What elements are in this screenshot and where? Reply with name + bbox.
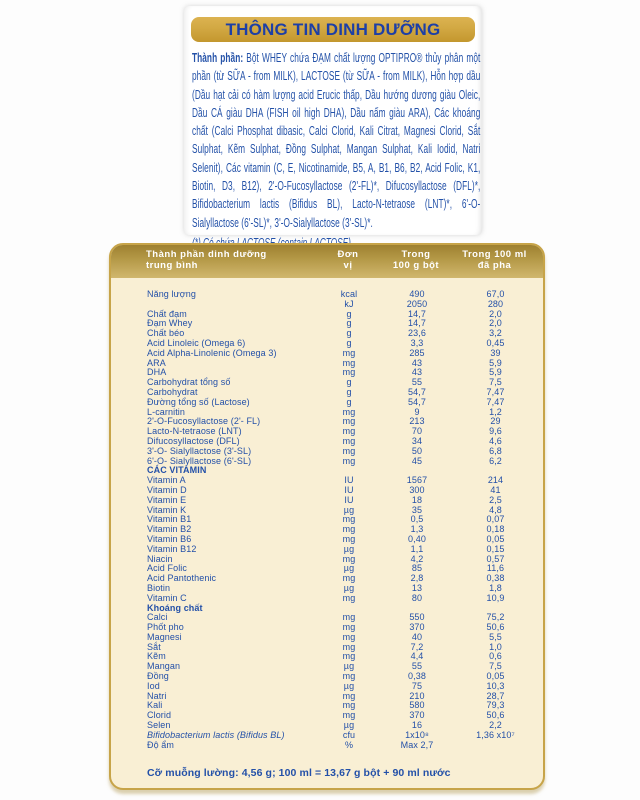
table-row <box>111 643 543 653</box>
cell-unit: mg <box>342 435 356 446</box>
cell-ml: 5,5 <box>489 631 502 642</box>
cell-unit: mg <box>342 455 356 466</box>
cell-name: Carbohydrat tổng số <box>147 377 231 388</box>
cell-unit: IU <box>344 475 354 486</box>
cell-unit: µg <box>343 543 355 554</box>
cell-name: Kali <box>147 700 163 711</box>
cell-g: 550 <box>409 612 425 623</box>
cell-name: Kẽm <box>147 651 166 662</box>
cell-ml: 6,2 <box>489 455 502 466</box>
cell-ml: 5,9 <box>489 357 502 368</box>
cell-unit: g <box>346 318 352 329</box>
table-row <box>111 574 543 584</box>
cell-g: 13 <box>411 582 423 593</box>
cell-g: 1,3 <box>410 524 424 535</box>
table-row <box>111 711 543 721</box>
table-row <box>111 672 543 682</box>
cell-name: Vitamin B12 <box>147 543 197 554</box>
cell-name: Chất béo <box>147 328 185 339</box>
cell-name: DHA <box>147 367 167 378</box>
cell-g: 370 <box>409 622 425 633</box>
cell-g: 210 <box>409 690 425 701</box>
cell-ml: 39 <box>490 347 501 358</box>
cell-name: Vitamin B1 <box>147 514 192 525</box>
cell-unit: g <box>346 308 352 319</box>
cell-ml: 10,3 <box>486 680 505 691</box>
cell-g: 1x10⁸ <box>405 729 429 740</box>
cell-g: 85 <box>411 563 423 574</box>
cell-g: Max 2,7 <box>400 739 434 750</box>
cell-name: Vitamin B6 <box>147 533 192 544</box>
cell-ml: 0,15 <box>486 543 505 554</box>
cell-unit: kJ <box>344 298 354 309</box>
cell-unit: mg <box>342 622 356 633</box>
cell-name: Sắt <box>147 641 161 652</box>
cell-unit: mg <box>342 445 356 456</box>
cell-name: Iod <box>147 680 160 691</box>
cell-unit: mg <box>342 524 356 535</box>
cell-ml: 1,2 <box>489 406 502 417</box>
cell-name: Vitamin E <box>147 494 187 505</box>
cell-g: 54,7 <box>408 386 426 397</box>
cell-unit: mg <box>342 553 356 564</box>
cell-ml: 1,36 x10⁷ <box>476 729 515 740</box>
table-row <box>111 545 543 555</box>
cell-g: 35 <box>411 504 423 515</box>
cell-ml: 2,0 <box>489 308 502 319</box>
ingredients-panel <box>184 6 482 235</box>
cell-g: 43 <box>411 357 423 368</box>
cell-unit: mg <box>342 347 356 358</box>
cell-ml: 10,9 <box>486 592 505 603</box>
cell-unit: mg <box>342 710 356 721</box>
cell-unit: g <box>346 396 352 407</box>
cell-unit: mg <box>342 641 356 652</box>
cell-name: L-carnitin <box>147 406 186 417</box>
cell-g: 0,38 <box>408 671 426 682</box>
cell-name: Lacto-N-tetraose (LNT) <box>147 426 242 437</box>
cell-g: 1,1 <box>410 543 424 554</box>
nutrition-info-banner <box>191 17 475 42</box>
cell-g: 580 <box>409 700 425 711</box>
cell-ml: 0,05 <box>486 533 505 544</box>
cell-name: Carbohydrat <box>147 386 198 397</box>
cell-ml: 7,47 <box>486 396 505 407</box>
cell-g: 14,7 <box>408 318 426 329</box>
cell-ml: 11,6 <box>486 563 505 574</box>
cell-g: 55 <box>411 661 423 672</box>
cell-unit: mg <box>342 690 356 701</box>
banner-title: THÔNG TIN DINH DƯỠNG <box>225 20 441 39</box>
col-header-nutrient: Thành phần dinh dưỡng trung bình <box>146 249 267 271</box>
cell-name: Clorid <box>147 710 172 721</box>
cell-unit: cfu <box>342 729 356 740</box>
cell-g: 70 <box>411 426 423 437</box>
col-header-unit: Đơn vị <box>337 249 359 271</box>
cell-name: Đạm Whey <box>147 318 193 329</box>
cell-unit: IU <box>344 494 354 505</box>
cell-ml: 6,8 <box>489 445 502 456</box>
cell-ml: 0,18 <box>486 524 505 535</box>
cell-name: Đường tổng số (Lactose) <box>147 396 250 407</box>
cell-name: Biotin <box>147 582 171 593</box>
table-row <box>111 701 543 711</box>
cell-unit: % <box>344 739 354 750</box>
cell-unit: µg <box>343 661 355 672</box>
table-row <box>111 682 543 692</box>
cell-unit: µg <box>343 680 355 691</box>
cell-g: 18 <box>411 494 423 505</box>
cell-ml: 2,5 <box>489 494 502 505</box>
cell-name: Acid Pantothenic <box>147 573 217 584</box>
cell-g: 370 <box>409 710 425 721</box>
cell-g: 213 <box>409 416 425 427</box>
cell-unit: µg <box>343 563 355 574</box>
cell-ml: 50,6 <box>486 710 505 721</box>
table-row <box>111 349 543 359</box>
cell-ml: 7,5 <box>489 377 502 388</box>
cell-unit: mg <box>342 533 356 544</box>
cell-name: Bifidobacterium lactis (Bifidus BL) <box>147 729 285 740</box>
cell-ml: 0,6 <box>489 651 502 662</box>
cell-name: 6'-O- Sialyllactose (6'-SL) <box>147 455 252 466</box>
cell-g: 300 <box>409 484 425 495</box>
cell-g: 3,3 <box>410 337 424 348</box>
cell-g: 9 <box>414 406 420 417</box>
scoop-size-note: Cỡ muỗng lường: 4,56 g; 100 ml = 13,67 g bột + 90 ml nước <box>147 767 451 779</box>
cell-name: Đồng <box>147 671 169 682</box>
table-row <box>111 731 543 741</box>
cell-ml: 28,7 <box>486 690 505 701</box>
cell-g: 4,4 <box>410 651 424 662</box>
cell-ml: 0,07 <box>486 514 505 525</box>
cell-unit: µg <box>343 720 355 731</box>
cell-unit: mg <box>342 357 356 368</box>
cell-ml: 7,47 <box>486 386 505 397</box>
cell-ml: 41 <box>490 484 501 495</box>
cell-unit: kcal <box>340 289 358 299</box>
cell-ml: 9,6 <box>489 426 502 437</box>
col-header-per100g: Trong 100 g bột <box>392 249 440 271</box>
table-row <box>111 662 543 672</box>
table-row <box>111 359 543 369</box>
cell-unit: mg <box>342 573 356 584</box>
cell-unit: mg <box>342 367 356 378</box>
cell-ml: 67,0 <box>486 289 505 299</box>
cell-unit: mg <box>342 612 356 623</box>
cell-ml: 0,38 <box>486 573 505 584</box>
cell-ml: 79,3 <box>486 700 505 711</box>
cell-ml: 0,45 <box>486 337 505 348</box>
cell-name: Acid Folic <box>147 563 188 574</box>
cell-name: Vitamin D <box>147 484 187 495</box>
cell-name: Natri <box>147 690 167 701</box>
cell-name: Selen <box>147 720 171 731</box>
cell-g: 2050 <box>406 298 428 309</box>
cell-g: 40 <box>411 631 423 642</box>
cell-name: Năng lượng <box>147 289 196 299</box>
cell-g: 4,2 <box>410 553 424 564</box>
cell-g: 1567 <box>406 475 428 486</box>
cell-name: Acid Linoleic (Omega 6) <box>147 337 246 348</box>
table-row <box>111 692 543 702</box>
cell-unit: g <box>346 337 352 348</box>
cell-g: 45 <box>411 455 423 466</box>
cell-name: Calci <box>147 612 168 623</box>
cell-name: Vitamin K <box>147 504 187 515</box>
cell-unit: µg <box>343 582 355 593</box>
cell-ml: 2,2 <box>489 720 502 731</box>
table-section-row <box>111 604 543 614</box>
cell-ml: 4,6 <box>489 435 502 446</box>
cell-ml: 0,05 <box>486 671 505 682</box>
cell-name: Difucosyllactose (DFL) <box>147 435 240 446</box>
cell-g: 54,7 <box>408 396 426 407</box>
cell-g: 285 <box>409 347 425 358</box>
cell-unit: g <box>346 386 352 397</box>
cell-ml: 4,8 <box>489 504 502 515</box>
table-row <box>111 633 543 643</box>
cell-name: Vitamin A <box>147 475 186 486</box>
cell-g: 0,40 <box>408 533 426 544</box>
cell-unit: mg <box>342 671 356 682</box>
cell-unit: mg <box>342 514 356 525</box>
cell-unit: g <box>346 377 352 388</box>
cell-name: Acid Alpha-Linolenic (Omega 3) <box>147 347 277 358</box>
table-header <box>110 244 544 278</box>
cell-unit: mg <box>342 426 356 437</box>
cell-g: 34 <box>411 435 423 446</box>
cell-g: 16 <box>411 720 423 731</box>
cell-ml: 5,9 <box>489 367 502 378</box>
cell-unit: g <box>346 328 352 339</box>
cell-ml: 75,2 <box>486 612 505 623</box>
table-row <box>111 290 543 300</box>
cell-unit: mg <box>342 651 356 662</box>
cell-g: 23,6 <box>408 328 426 339</box>
cell-unit: mg <box>342 592 356 603</box>
cell-name: Niacin <box>147 553 173 564</box>
cell-ml <box>448 741 543 751</box>
cell-name: Magnesi <box>147 631 182 642</box>
cell-name: Độ ẩm <box>147 739 175 750</box>
cell-name: CÁC VITAMIN <box>147 465 207 476</box>
cell-unit: mg <box>342 700 356 711</box>
cell-unit: µg <box>343 504 355 515</box>
ingredients-label: Thành phần: <box>192 50 244 65</box>
cell-ml: 29 <box>490 416 501 427</box>
cell-ml: 7,5 <box>489 661 502 672</box>
cell-ml: 1,8 <box>489 582 502 593</box>
cell-g: 14,7 <box>408 308 426 319</box>
cell-unit: IU <box>344 484 354 495</box>
cell-unit: mg <box>342 416 356 427</box>
cell-name: 2'-O-Fucosyllactose (2'- FL) <box>147 416 261 427</box>
cell-g: 80 <box>411 592 423 603</box>
nutrition-table-panel <box>109 243 545 790</box>
col-header-per100ml: Trong 100 ml đã pha <box>462 249 527 271</box>
cell-ml: 214 <box>487 475 504 486</box>
cell-name: Chất đạm <box>147 308 187 319</box>
cell-name: Vitamin B2 <box>147 524 192 535</box>
ingredients-text: Bột WHEY chứa ĐẠM chất lượng OPTIPRO® thủy phân một phần (từ SỮA - from MILK), LACTOSE (từ SỮA - from MILK), Hỗn hợp dầu (Dầu hạt cải có hàm lượng acid Erucic thấp, Dầu hướng dương giàu Oleic, Dầu CÁ giàu DHA (FISH oil high DHA), Dầu nấm giàu ARA), Các khoáng chất (Calci Phosphat dibasic, Calci Clorid, Kali Citrat, Magnesi Clorid, Sắt Sulphat, Kẽm Sulphat, Đồng Sulphat, Mangan Sulphat, Kali Iodid, Natri Selenit), Các vitamin (C, E, Nicotinamide, B5, A, B1, B6, B2, Acid Folic, K1, Biotin, D3, B12), 2'-O-Fucosyllactose (2'-FL)*, Difucosyllactose (DFL)*, Bifidobacterium lactis (Bifidus BL), Lacto-N-tetraose (LNT)*, 6'-O- Sialyllactose (6'-SL)*, 3'-O-Sialyllactose (3'-SL)*. <box>192 50 481 230</box>
ingredients-text-block <box>192 49 480 252</box>
cell-ml: 3,2 <box>489 328 502 339</box>
cell-name: Mangan <box>147 661 181 672</box>
cell-ml: 280 <box>487 298 504 309</box>
cell-ml: 1,0 <box>489 641 502 652</box>
cell-g: 50 <box>411 445 423 456</box>
table-row <box>111 741 543 751</box>
cell-ml: 2,0 <box>489 318 502 329</box>
cell-ml: 50,6 <box>486 622 505 633</box>
cell-g: 490 <box>409 289 425 299</box>
cell-unit: mg <box>342 406 356 417</box>
cell-ml: 0,57 <box>486 553 505 564</box>
cell-g: 7,2 <box>410 641 424 652</box>
cell-name: 3'-O- Sialyllactose (3'-SL) <box>147 445 252 456</box>
cell-g: 55 <box>411 377 423 388</box>
cell-name: Khoáng chất <box>147 602 203 613</box>
cell-name: Phốt pho <box>147 622 184 633</box>
cell-name: ARA <box>147 357 166 368</box>
cell-name: Vitamin C <box>147 592 187 603</box>
cell-g: 75 <box>411 680 423 691</box>
cell-g: 0,5 <box>410 514 424 525</box>
ingredients-paragraph <box>192 49 480 232</box>
cell-g: 2,8 <box>410 573 424 584</box>
cell-g: 43 <box>411 367 423 378</box>
table-body <box>111 278 543 750</box>
cell-unit: mg <box>342 631 356 642</box>
